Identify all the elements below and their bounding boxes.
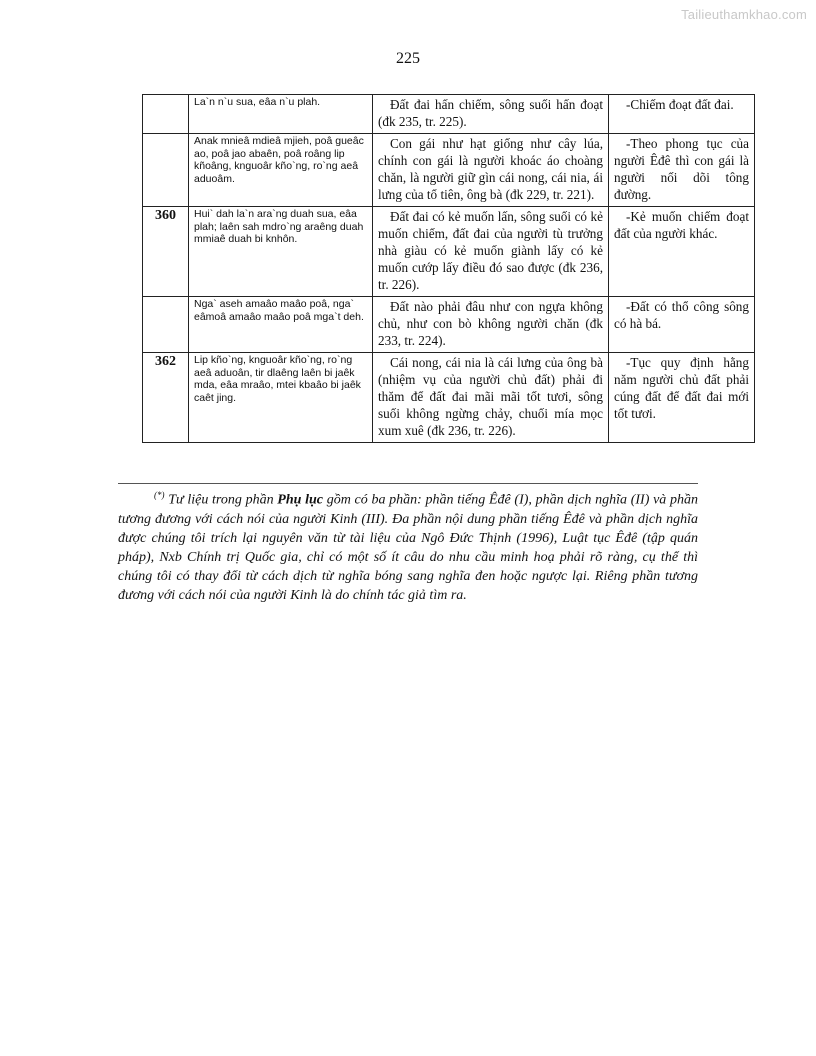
translation-text: Đất đai hấn chiếm, sông suối hấn đoạt (đk 235, tr. 225). [373,95,609,134]
ede-text: La`n n`u sua, eâa n`u plah. [189,95,373,134]
kinh-equivalent: -Theo phong tục của người Êđê thì con gái là người nối dõi tông đường. [609,134,755,207]
kinh-equivalent: -Đất có thổ công sông có hà bá. [609,297,755,353]
translation-text: Đất đai có kẻ muốn lấn, sông suối có kẻ muốn chiếm, đất đai của người tù trưởng nhà giàu có kẻ muốn giành lấy có kẻ muốn cướp lấy điều đó sao được (đk 236, tr. 226). [373,207,609,297]
page-number: 225 [396,50,420,67]
table-row [143,207,755,297]
appendix-table [142,94,755,443]
kinh-equivalent: -Kẻ muốn chiếm đoạt đất của người khác. [609,207,755,297]
watermark: Tailieuthamkhao.com [681,7,807,22]
footnote-divider [118,483,698,484]
row-number [143,95,189,134]
footnote-body: gồm có ba phần: phần tiếng Êđê (I), phần dịch nghĩa (II) và phần tương đương với cách nói của người Kinh (III). Đa phần nội dung phần tiếng Êđê và phần dịch nghĩa được chúng tôi trích lại nguyên văn từ tài liệu của Ngô Đức Thịnh (1996), Luật tục Êđê (tập quán pháp), Nxb Chính trị Quốc gia, chỉ có một số ít câu do nhu cầu minh hoạ phải rõ ràng, cụ thể thì chúng tôi có thay đổi từ cách dịch từ nghĩa bóng sang nghĩa đen hoặc ngược lại. Riêng phần tương đương với cách nói của người Kinh là do chính tác giả tìm ra. [118,492,699,603]
footnote [118,486,698,605]
table-row [143,95,755,134]
translation-text: Con gái như hạt giống như cây lúa, chính con gái là người khoác áo choàng chăn, là người giữ gìn cái nong, cái nia, ái lưng của tổ tiên, ông bà (đk 229, tr. 221). [373,134,609,207]
row-number [143,297,189,353]
ede-text: Hui` dah la`n ara`ng duah sua, eâa plah; laên sah mdro`ng araêng duah mmiaê duah bi knhôn. [189,207,373,297]
table-row [143,297,755,353]
ede-text: Lip kño`ng, knguoâr kño`ng, ro`ng aeâ aduoân, tir dlaêng laên bi jaêk mda, eâa mraâo, mtei kbaâo bi jaêk caêt jing. [189,353,373,443]
table-row [143,134,755,207]
footnote-bold-term: Phụ lục [277,492,324,508]
translation-text: Đất nào phải đâu như con ngựa không chủ, như con bò không người chăn (đk 233, tr. 224). [373,297,609,353]
footnote-lead: Tư liệu trong phần [164,492,278,508]
kinh-equivalent: -Chiếm đoạt đất đai. [609,95,755,134]
row-number [143,134,189,207]
ede-text: Anak mnieâ mdieâ mjieh, poâ gueâc ao, poâ jao abaên, poâ roâng lip kñoâng, knguoâr kño`ng, ro`ng aeâ aduoâm. [189,134,373,207]
translation-text: Cái nong, cái nia là cái lưng của ông bà (nhiệm vụ của người chủ đất) phải đi thăm để đất đai mãi mãi tốt tươi, sông suối không ngừng chảy, chuối mía mọc xum xuê (đk 236, tr. 226). [373,353,609,443]
footnote-marker: (*) [154,490,165,500]
row-number: 362 [143,353,189,443]
row-number: 360 [143,207,189,297]
table-row [143,353,755,443]
ede-text: Nga` aseh amaâo maâo poâ, nga` eâmoâ amaâo maâo poâ mga`t deh. [189,297,373,353]
kinh-equivalent: -Tục quy định hằng năm người chủ đất phải cúng đất để đất đai mới tốt tươi. [609,353,755,443]
